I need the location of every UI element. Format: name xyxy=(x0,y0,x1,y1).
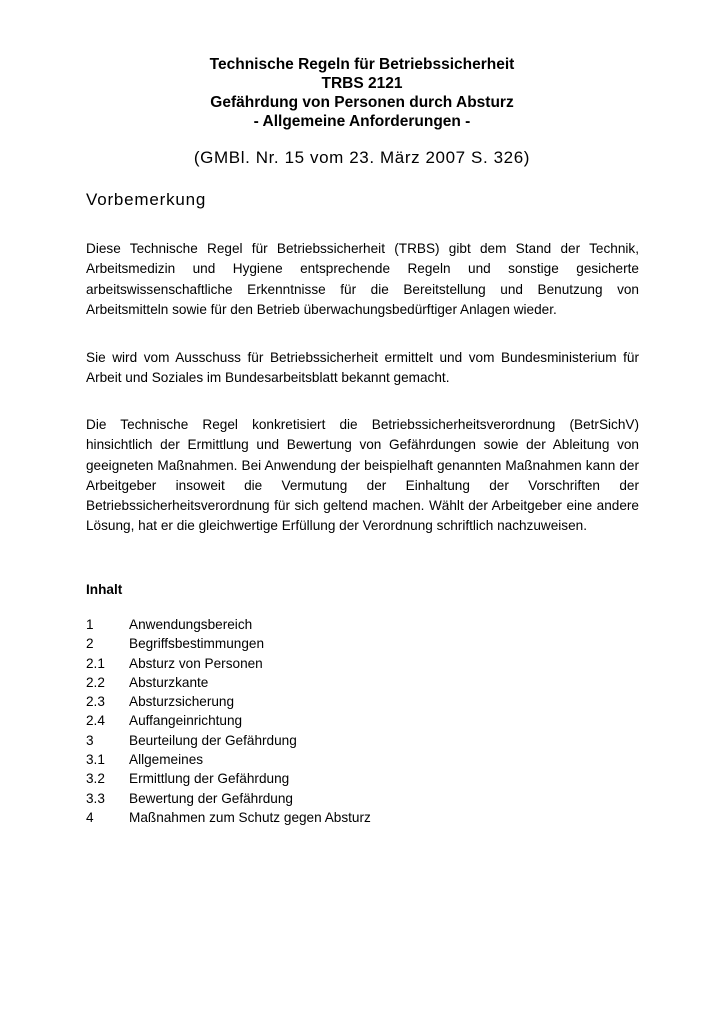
preface-heading: Vorbemerkung xyxy=(86,190,207,209)
preface-paragraph: Diese Technische Regel für Betriebssicherheit (TRBS) gibt dem Stand der Technik, Arbeitsmedizin und Hygiene entsprechende Regeln und sonstige gesicherte arbeitswissenschaftliche Erkenntnisse für die Bereitstellung und Benutzung von Arbeitsmitteln sowie für den Betrieb überwachungsbedürftiger Anlagen wieder. xyxy=(86,241,639,317)
toc-entry-label: Absturzsicherung xyxy=(129,694,235,710)
toc-entry-number: 2 xyxy=(86,636,94,652)
toc-entry xyxy=(86,711,371,730)
preface-paragraph: Sie wird vom Ausschuss für Betriebssicherheit ermittelt und vom Bundesministerium für Arbeit und Soziales im Bundesarbeitsblatt bekannt gemacht. xyxy=(86,350,639,386)
toc-entry xyxy=(86,731,371,750)
toc-entry-label: Bewertung der Gefährdung xyxy=(129,790,293,806)
preface-paragraph: Die Technische Regel konkretisiert die Betriebssicherheitsverordnung (BetrSichV) hinsichtlich der Ermittlung und Bewertung von Gefährdungen sowie der Ableitung von geeigneten Maßnahmen. Bei Anwendung der beispielhaft genannten Maßnahmen kann der Arbeitgeber insoweit die Vermutung der Einhaltung der Vorschriften der Betriebssicherheitsverordnung für sich geltend machen. Wählt der Arbeitgeber eine andere Lösung, hat er die gleichwertige Erfüllung der Verordnung schriftlich nachzuweisen. xyxy=(86,417,639,534)
toc-entry-label: Maßnahmen zum Schutz gegen Absturz xyxy=(129,809,371,825)
toc-entry xyxy=(86,692,371,711)
toc-entry xyxy=(86,673,371,692)
toc-entry-number: 2.3 xyxy=(86,694,105,710)
toc-entry-number: 4 xyxy=(86,809,94,825)
toc-entry-number: 3.1 xyxy=(86,752,105,768)
toc-entry-label: Auffangeinrichtung xyxy=(129,713,243,729)
title-line: TRBS 2121 xyxy=(321,75,403,92)
toc-entry xyxy=(86,769,371,788)
toc-entry-number: 3.2 xyxy=(86,771,105,787)
toc-entry-number: 3 xyxy=(86,732,94,748)
title-line: Gefährdung von Personen durch Absturz xyxy=(210,94,514,111)
publication-reference: (GMBl. Nr. 15 vom 23. März 2007 S. 326) xyxy=(193,148,531,167)
title-line: - Allgemeine Anforderungen - xyxy=(253,113,471,130)
toc-entry-number: 1 xyxy=(86,617,94,632)
toc-entry xyxy=(86,654,371,673)
toc-heading: Inhalt xyxy=(86,582,123,597)
document-title xyxy=(0,55,724,131)
toc-entry xyxy=(86,750,371,769)
toc-entry-label: Anwendungsbereich xyxy=(129,617,253,632)
toc-entry-label: Ermittlung der Gefährdung xyxy=(129,771,290,787)
toc-entry xyxy=(86,808,371,827)
toc-entry-label: Beurteilung der Gefährdung xyxy=(129,732,297,748)
toc-entry xyxy=(86,634,371,653)
title-line: Technische Regeln für Betriebssicherheit xyxy=(209,56,515,73)
toc-entry xyxy=(86,615,371,634)
toc-entry-label: Absturz von Personen xyxy=(129,655,263,671)
toc-entry xyxy=(86,789,371,808)
toc-entry-number: 3.3 xyxy=(86,790,105,806)
toc-entry-number: 2.2 xyxy=(86,674,105,690)
toc-entry-label: Allgemeines xyxy=(129,752,204,768)
toc-entry-label: Absturzkante xyxy=(129,674,209,690)
table-of-contents xyxy=(86,615,371,827)
toc-entry-number: 2.4 xyxy=(86,713,105,729)
toc-entry-label: Begriffsbestimmungen xyxy=(129,636,265,652)
toc-entry-number: 2.1 xyxy=(86,655,105,671)
